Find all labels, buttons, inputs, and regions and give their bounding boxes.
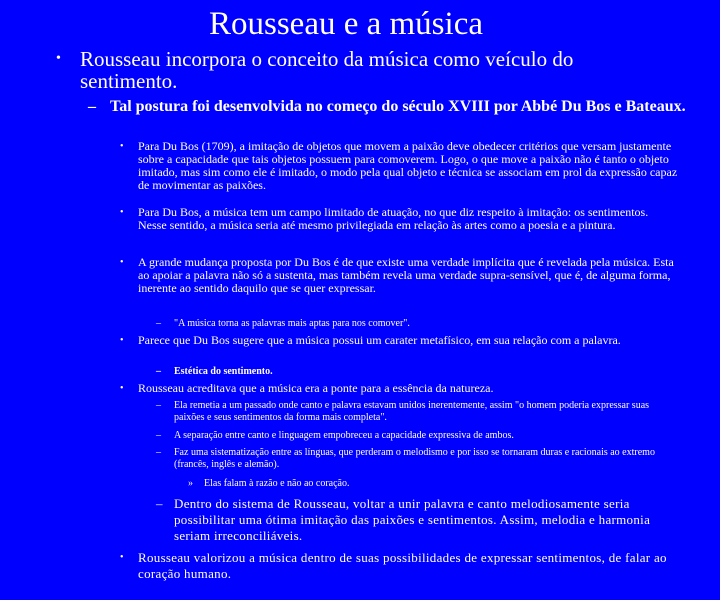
bullet-dot: • — [56, 51, 61, 66]
bullet-dot: • — [120, 552, 124, 563]
bullet-level3-imitacao — [120, 140, 678, 192]
bullet-level2-dubos — [88, 98, 690, 115]
bullet-level3-metafisico — [120, 334, 678, 347]
bullet-text: Rousseau incorpora o conceito da música como veículo do sentimento. — [80, 47, 574, 93]
bullet-text: A grande mudança proposta por Du Bos é de que existe uma verdade implícita que é revelada pela música. Esta ao apoiar a palavra não só a sustenta, mas também revela uma verdade supra-sensível, que é, de alguma forma, inerente ao sentido daquilo que se quer expressar. — [138, 255, 674, 295]
slide-title: Rousseau e a música — [208, 6, 483, 42]
bullet-dash: – — [156, 366, 161, 377]
bullet-level4-separacao — [156, 430, 674, 442]
bullet-text: Rousseau acreditava que a música era a ponte para a essência da natureza. — [138, 381, 494, 395]
bullet-dash: – — [156, 447, 161, 458]
bullet-dot: • — [120, 335, 124, 346]
bullet-level4-sistematizacao — [156, 447, 674, 471]
bullet-dot: • — [120, 383, 124, 394]
bullet-level1-rousseau — [56, 48, 660, 92]
bullet-text: Rousseau valorizou a música dentro de suas possibilidades de expressar sentimentos, de falar ao coração humano. — [138, 550, 667, 581]
bullet-text: Dentro do sistema de Rousseau, voltar a unir palavra e canto melodiosamente seria possibilitar uma ótima imitação das paixões e sentimentos. Assim, melodia e harmonia seriam irreconciliáveis. — [174, 496, 651, 543]
bullet-text: Elas falam à razão e não ao coração. — [204, 478, 350, 489]
bullet-dash: – — [156, 400, 161, 411]
bullet-dash: – — [156, 318, 161, 329]
bullet-raquo: » — [188, 478, 193, 489]
bullet-dot: • — [120, 207, 124, 218]
bullet-text: Tal postura foi desenvolvida no começo do século XVIII por Abbé Du Bos e Bateaux. — [110, 98, 686, 115]
bullet-level3-mudanca — [120, 256, 678, 295]
bullet-level3-valorizou — [120, 550, 678, 582]
bullet-dot: • — [120, 257, 124, 268]
bullet-level4-quote — [156, 318, 674, 330]
bullet-text: "A música torna as palavras mais aptas para nos comover". — [174, 318, 410, 329]
bullet-dot: • — [120, 141, 124, 152]
bullet-level3-ponte — [120, 382, 678, 395]
bullet-dash: – — [156, 430, 161, 441]
bullet-level4-estetica — [156, 366, 674, 378]
bullet-text: A separação entre canto e linguagem empobreceu a capacidade expressiva de ambos. — [174, 430, 514, 441]
bullet-text: Faz uma sistematização entre as línguas, que perderam o melodismo e por isso se tornaram duras e racionais ao extremo (francês, inglês e alemão). — [174, 447, 655, 470]
bullet-text: Para Du Bos (1709), a imitação de objetos que movem a paixão deve obedecer critérios que versam justamente sobre a capacidade que tais objetos possuem para comoverem. Logo, o que move a paixão não é tanto o objeto imitado, mas sim como ele é imitado, o modo pela qual objeto e técnica se associam em prol da expressão capaz de movimentar as paixões. — [138, 139, 678, 192]
bullet-dash: – — [88, 98, 96, 115]
bullet-text: Para Du Bos, a música tem um campo limitado de atuação, no que diz respeito à imitação: os sentimentos. Nesse sentido, a música seria até mesmo privilegiada em relação às artes como a poesia e a pintura. — [138, 205, 649, 232]
bullet-dash: – — [156, 496, 163, 511]
bullet-level4-passado — [156, 400, 674, 424]
bullet-text: Estética do sentimento. — [174, 366, 273, 377]
bullet-level5-razao — [188, 478, 664, 490]
bullet-text: Parece que Du Bos sugere que a música possui um carater metafísico, em sua relação com a palavra. — [138, 333, 621, 347]
bullet-text: Ela remetia a um passado onde canto e palavra estavam unidos inerentemente, assim "o homem poderia expressar suas paixões e seus sentimentos da forma mais completa". — [174, 400, 650, 423]
bullet-level4-sistema — [156, 496, 674, 544]
bullet-level3-campo — [120, 206, 678, 232]
